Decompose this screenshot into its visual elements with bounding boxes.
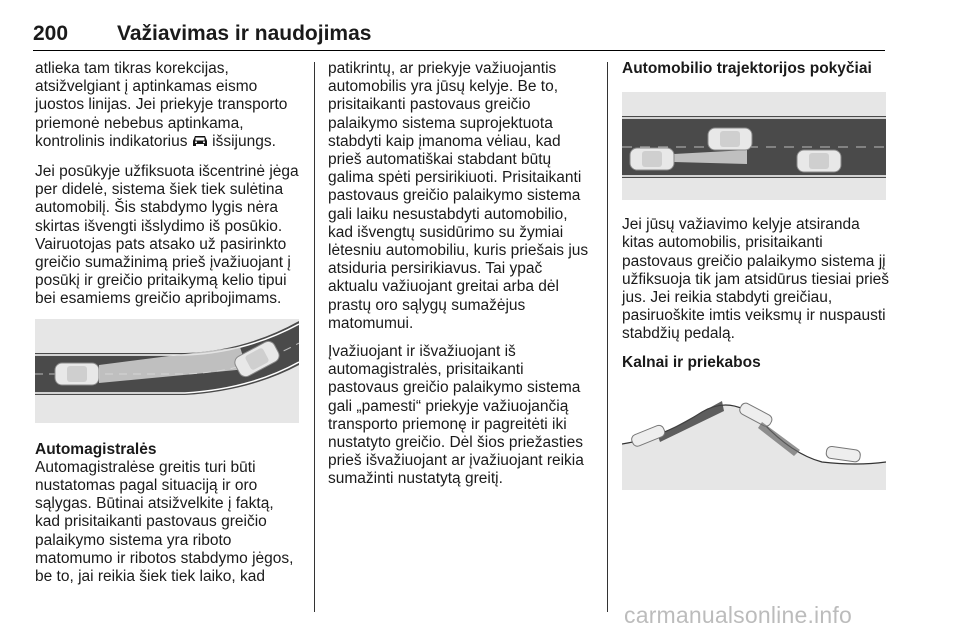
car-valley	[826, 446, 861, 463]
column-3	[622, 60, 890, 490]
page-header	[33, 22, 885, 51]
heading-trajectory-changes: Automobilio trajektorijos pokyčiai	[622, 60, 872, 77]
car-ahead-right	[797, 150, 841, 172]
lane-change-figure	[622, 92, 886, 200]
hills-figure	[622, 386, 886, 490]
curve-road-figure	[35, 319, 299, 423]
column-divider-2	[607, 62, 608, 612]
heading-automagistrales: Automagistralės	[35, 440, 157, 458]
column-2	[328, 60, 595, 499]
watermark: carmanualsonline.info	[624, 602, 852, 628]
car-changing-lane	[708, 128, 752, 150]
col2-paragraph-2: Įvažiuojant ir išvažiuojant iš automagistralės, prisitaikanti pastovaus greičio palaikymo sistema gali „pamesti“ priekyje važiuojančią transporto priemonę ir pagreitėti iki nustatyto greičio. Dėl šios priežasties prieš išvažiuojant ar įvažiuojant reikia sumažinti nustatytą greitį.	[328, 343, 584, 488]
column-divider-1	[314, 62, 315, 612]
col1-paragraph-1: atlieka tam tikras korekcijas, atsižvelgiant į aptinkamas eismo juostos linijas. Jei priekyje transporto priemonė nebebus aptinkama, kontrolinis indikatorius išsijungs.	[35, 60, 302, 153]
car-front-icon	[192, 134, 208, 153]
column-1	[35, 60, 302, 596]
section-title: Važiavimas ir naudojimas	[117, 22, 372, 45]
col2-paragraph-1: patikrintų, ar priekyje važiuojantis automobilis yra jūsų kelyje. Be to, prisitaikanti pastovaus greičio palaikymo sistema suprojektuota stabdyti kaip įmanoma vėliau, kad prieš automatiškai stabdant būtų galima spėti persirikiuoti. Prisitaikanti pastovaus greičio palaikymo sistema gali laiku nesustabdyti automobilio, kad išvengtų susidūrimo su žymiai lėtesniu automobiliu, kuris priešais jus atsiduria persirikiavus. Tai ypač aktualu važiuojant greitai arba dėl prastų oro sąlygų sumažėjus matomumui.	[328, 60, 589, 332]
col1-paragraph-3: Automagistralėse greitis turi būti nustatomas pagal situaciją ir oro sąlygas. Būtinai atsižvelkite į faktą, kad prisitaikanti pastovaus greičio palaikymo sistema yra riboto matomumo ir ribotos stabdymo jėgos, be to, jai reikia šiek tiek laiko, kad	[35, 458, 294, 586]
heading-hills-trailers: Kalnai ir priekabos	[622, 353, 761, 371]
col1-paragraph-2: Jei posūkyje užfiksuota išcentrinė jėga per didelė, sistema šiek tiek sulėtina automobilį. Šis stabdymo lygis nėra skirtas išvengti išslydimo iš posūkio. Vairuotojas pats atsako už pasirinkto greičio sumažinimą prieš įvažiuojant į posūkį ir greičio pritaikymą kelio tipui bei esamiems greičio apribojimams.	[35, 163, 299, 308]
col3-paragraph-1: Jei jūsų važiavimo kelyje atsiranda kitas automobilis, prisitaikanti pastovaus greičio palaikymo sistema jį užfiksuoja tik jam atsidūrus tiesiai prieš jus. Jei reikia stabdyti greičiau, pasiruoškite imtis veiksmų ir nuspausti stabdžių pedalą.	[622, 216, 890, 343]
own-car	[630, 148, 674, 170]
own-car	[55, 363, 99, 385]
page-number: 200	[33, 22, 69, 45]
